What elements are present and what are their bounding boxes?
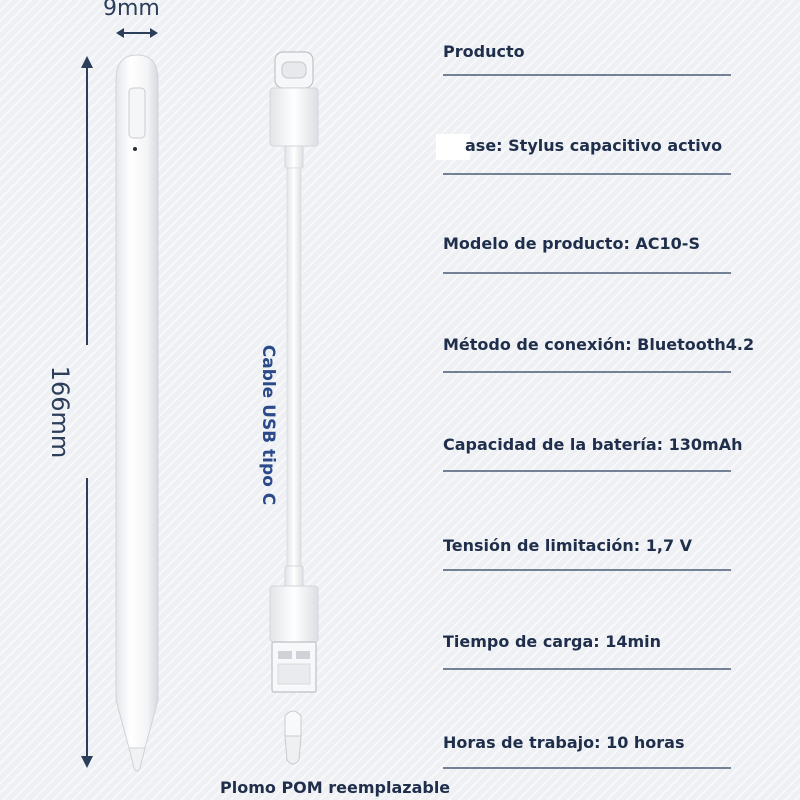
spec-text: Capacidad de la batería: 130mAh	[443, 435, 743, 454]
spec-text: Tensión de limitación: 1,7 V	[443, 536, 693, 555]
pen-button	[129, 88, 145, 138]
replacement-tip	[285, 711, 301, 764]
spec-item-battery	[443, 435, 743, 454]
length-arrow	[81, 56, 93, 768]
width-label: 9mm	[103, 0, 160, 21]
tip-label: Plomo POM reemplazable	[220, 778, 451, 797]
spec-item-model	[443, 234, 731, 253]
length-label: 166mm	[46, 365, 74, 459]
spec-item-voltage	[443, 536, 731, 555]
led-indicator	[133, 147, 137, 151]
spec-text: Método de conexión: Bluetooth4.2	[443, 335, 755, 354]
spec-item-product	[443, 42, 731, 61]
spec-text: ase: Stylus capacitivo activo	[465, 136, 723, 155]
spec-text: Tiempo de carga: 14min	[443, 632, 662, 651]
spec-text: Modelo de producto: AC10-S	[443, 234, 700, 253]
cable-label: Cable USB tipo C	[258, 344, 278, 506]
spec-text: Horas de trabajo: 10 horas	[443, 733, 685, 752]
spec-separators	[443, 75, 755, 768]
width-arrow	[116, 28, 158, 38]
spec-item-work-hours	[443, 733, 731, 752]
spec-item-type	[443, 136, 731, 155]
spec-item-connection	[443, 335, 755, 354]
spec-item-charge-time	[443, 632, 731, 651]
stylus-pen	[116, 55, 158, 771]
spec-text: Producto	[443, 42, 525, 61]
